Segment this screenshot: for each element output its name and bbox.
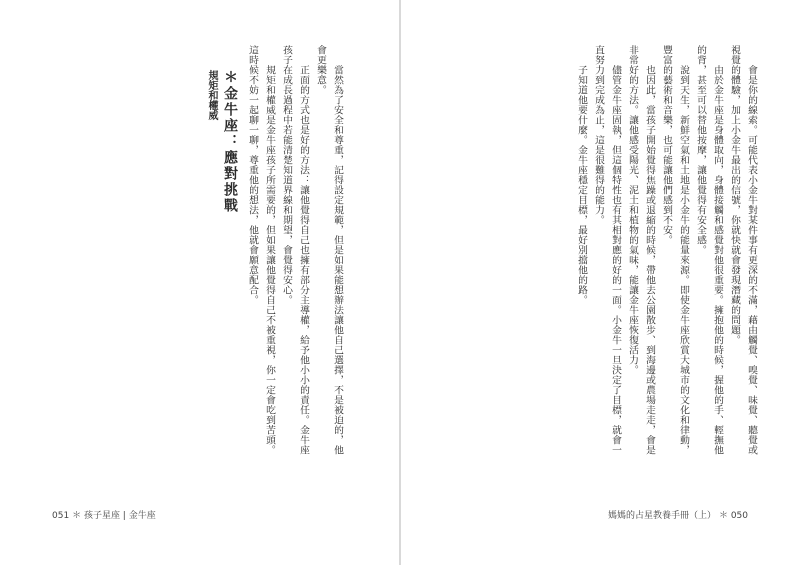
paragraph: 說到天生，新鮮空氣和土地是小金牛的能量來源。即使金牛座欣賞大城市的文化和律動，豐富的藝術和音樂，也可能讓他們感到不安。 (661, 45, 689, 455)
paragraph: 子知道他要什麼。金牛座穩定目標，最好別擋他的路。 (576, 64, 587, 305)
right-body-text (448, 45, 760, 455)
paragraph: 由於金牛座是身體取向，身體接觸和感覺對他很重要。擁抱他的時候，握他的手、輕撫他的背，甚至可以替他按摩，讓他覺得有安全感。 (695, 45, 723, 455)
paragraph: 當然為了安全和尊重，記得設定規範，但是如果能想辦法讓他自己選擇，不是被迫的，他會更樂意。 (315, 45, 343, 455)
separator-icon: ＊ (72, 511, 84, 521)
page-number: 051 (52, 511, 70, 521)
page-number: 050 (730, 511, 748, 521)
paragraph: 規矩和權威是金牛座孩子所需要的，但如果讓他覺得自己不被重視，你一定會吃到苦頭。這時候不妨一起聊一聊，尊重他的想法，他就會願意配合。 (247, 45, 275, 455)
running-head: 媽媽的占星教養手冊（上） (608, 511, 717, 521)
right-footer (608, 508, 748, 521)
right-page (400, 0, 800, 565)
paragraph: 正面的方式也是好的方法：讓他覺得自己也擁有部分主導權，給予他小小的責任。金牛座孩子在成長過程中若能清楚知道界線和期望，會覺得安心。 (281, 45, 309, 455)
section-title: ＊金牛座：應對挑戰 (222, 70, 238, 214)
left-body-text (166, 45, 346, 455)
paragraph: 會是你的線索。可能代表小金牛對某件事有更深的不滿，藉由觸覺、嗅覺、味覺、聽覺或視覺的體驗，加上小金牛最出的信號，你就快就會發現潛藏的問題。 (729, 45, 757, 455)
subheading: 規矩和權威 (206, 70, 217, 120)
separator-icon: ＊ (718, 511, 731, 521)
paragraph: 也因此，當孩子開始覺得焦躁或退縮的時候，帶他去公園散步、到海邊或農場走走，會是非常好的方法。讓他感受陽光、泥土和植物的氣味，能讓金牛座恢復活力。 (627, 45, 655, 455)
left-footer (52, 508, 156, 521)
paragraph: 儘管金牛座固執，但這個特性也有其相對應的好的一面。小金牛一旦決定了目標，就會一直努力到完成為止，這是很難得的能力。 (593, 45, 621, 455)
running-head: 孩子星座 | 金牛座 (83, 511, 156, 521)
